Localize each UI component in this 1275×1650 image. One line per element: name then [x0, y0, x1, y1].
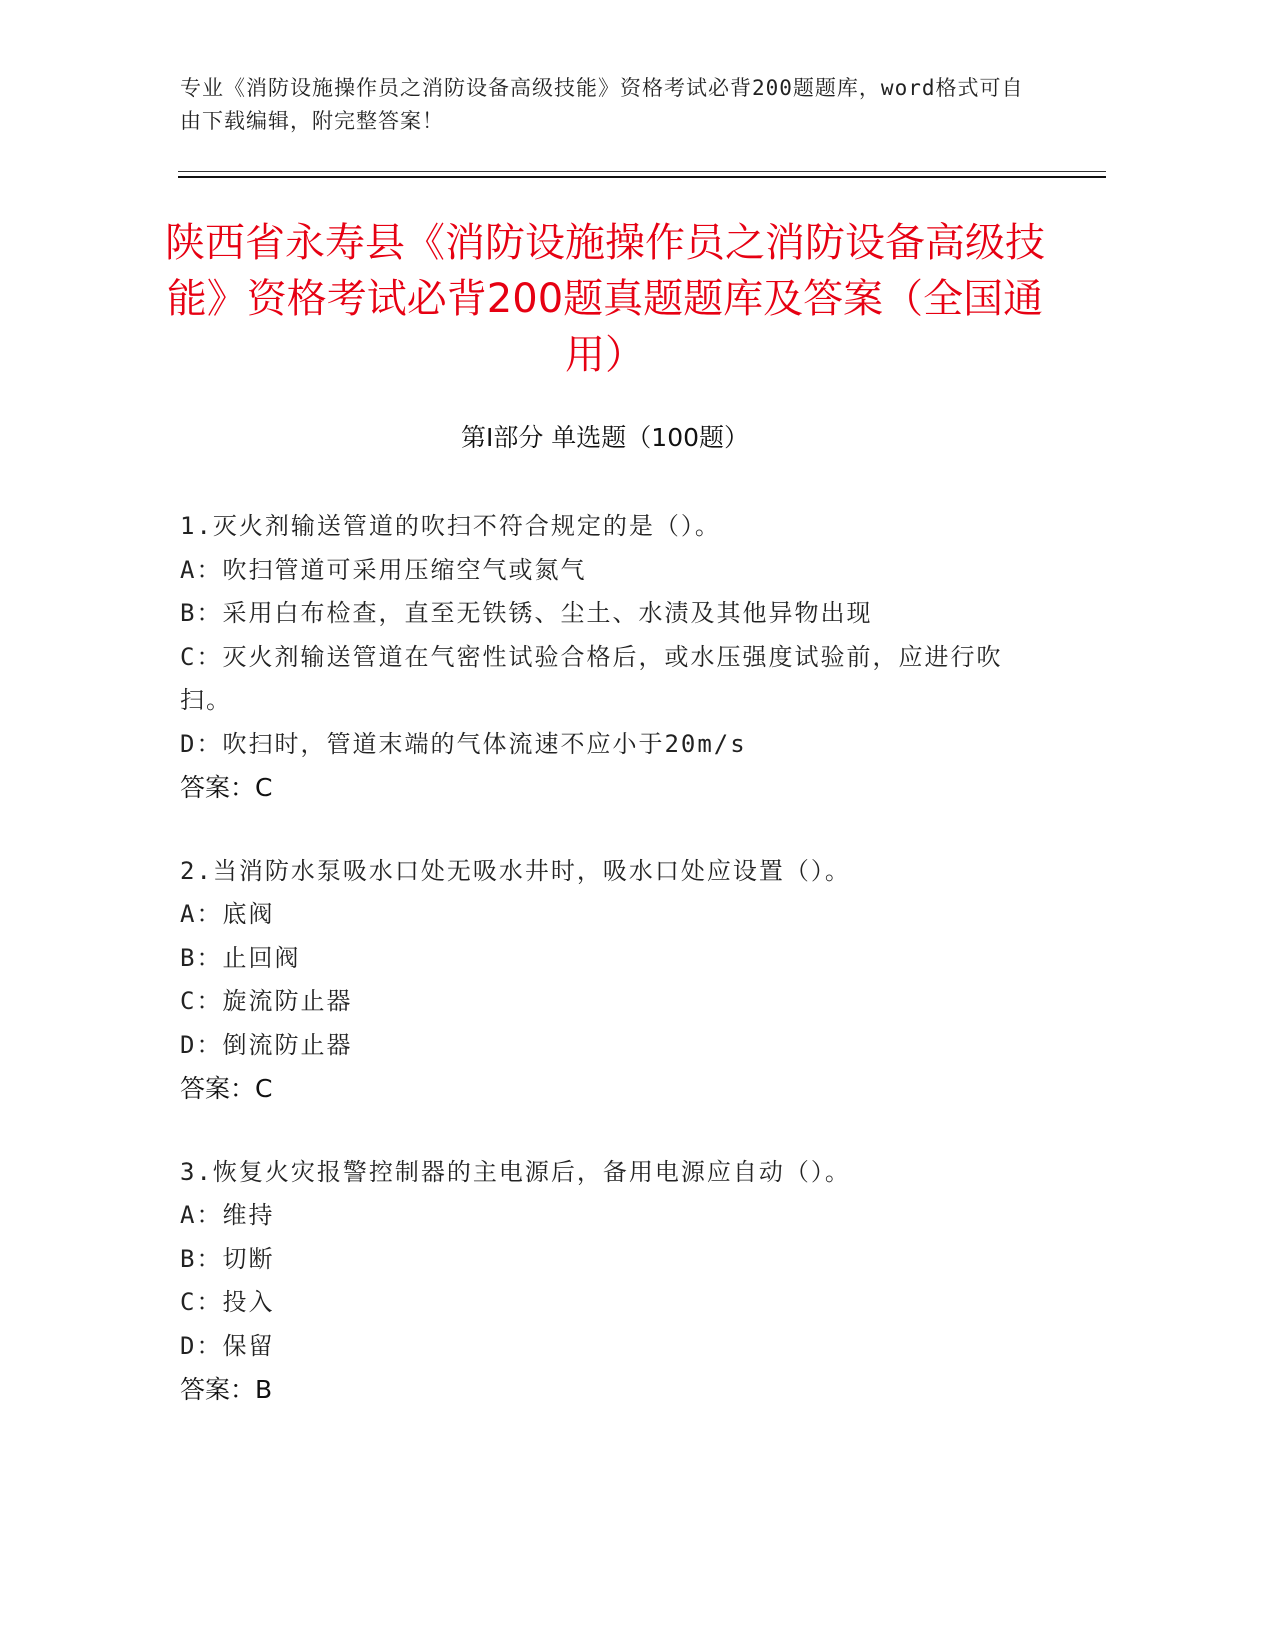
option-c: C：投入 — [180, 1288, 275, 1316]
header-divider-thin — [178, 171, 1106, 172]
question-1 — [180, 505, 1040, 810]
option-d: D：倒流防止器 — [180, 1030, 353, 1059]
option-c: C：灭火剂输送管道在气密性试验合格后，或水压强度试验前，应进行吹扫。 — [180, 642, 1003, 714]
answer: 答案：B — [180, 1375, 273, 1404]
question-stem: 1.灭火剂输送管道的吹扫不符合规定的是（）。 — [180, 512, 721, 540]
option-b: B：止回阀 — [180, 943, 301, 972]
answer: 答案：C — [180, 773, 273, 802]
header-note: 专业《消防设施操作员之消防设备高级技能》资格考试必背200题题库，word格式可自由下载编辑，附完整答案！ — [180, 76, 1024, 133]
section-title: 第I部分 单选题（100题） — [460, 423, 750, 452]
option-a: A：底阀 — [180, 900, 275, 928]
question-list — [180, 505, 1040, 1452]
header-divider-thick — [178, 176, 1106, 178]
question-stem: 2.当消防水泵吸水口处无吸水井时，吸水口处应设置（）。 — [180, 856, 851, 885]
option-b: B：采用白布检查，直至无铁锈、尘土、水渍及其他异物出现 — [180, 599, 873, 627]
question-2 — [180, 850, 1040, 1111]
option-a: A：吹扫管道可采用压缩空气或氮气 — [180, 555, 587, 584]
document-title: 陕西省永寿县《消防设施操作员之消防设备高级技能》资格考试必背200题真题题库及答案（全国通用） — [165, 220, 1045, 378]
answer: 答案：C — [180, 1074, 273, 1103]
option-c: C：旋流防止器 — [180, 987, 353, 1015]
option-d: D：保留 — [180, 1331, 275, 1360]
option-a: A：维持 — [180, 1201, 275, 1229]
question-3 — [180, 1151, 1040, 1412]
question-stem: 3.恢复火灾报警控制器的主电源后，备用电源应自动（）。 — [180, 1157, 851, 1186]
option-d: D：吹扫时，管道末端的气体流速不应小于20m/s — [180, 729, 747, 758]
option-b: B：切断 — [180, 1244, 275, 1273]
